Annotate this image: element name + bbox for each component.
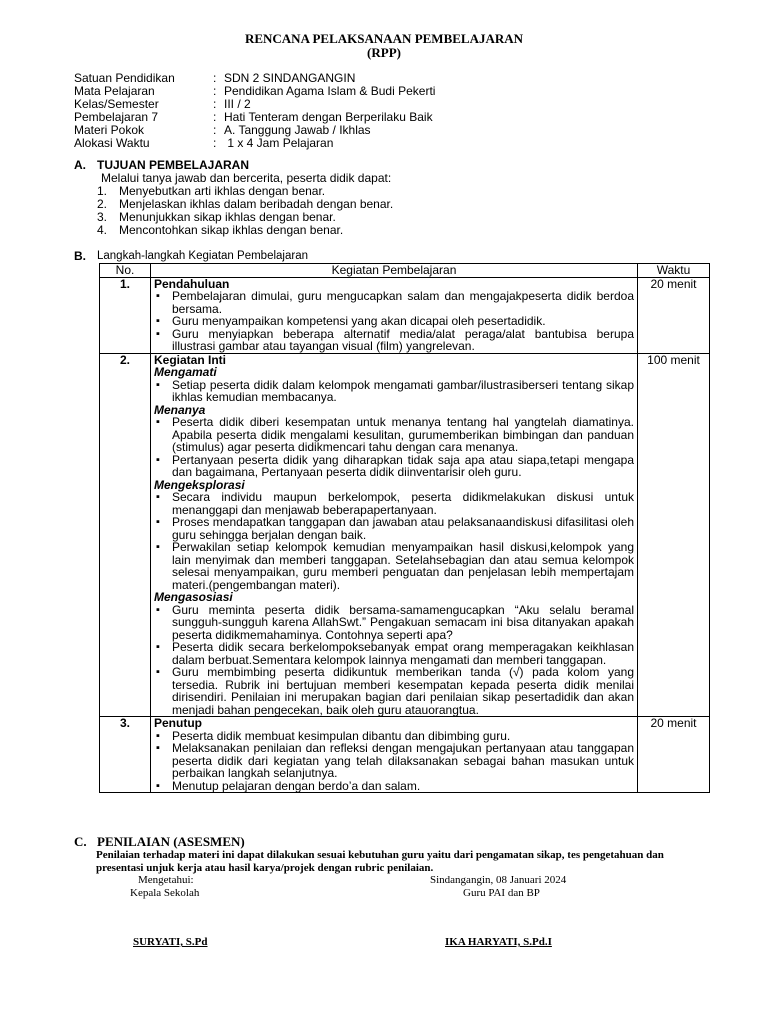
subphase-title: Mengasosiasi: [154, 590, 233, 604]
identity-value: Hati Tenteram dengan Berperilaku Baik: [224, 110, 433, 124]
section-a-intro: Melalui tanya jawab dan bercerita, peserta didik dapat:: [101, 171, 392, 185]
acknowledged-label: Mengetahui:: [138, 874, 194, 886]
colon: :: [213, 110, 217, 124]
phase-title: Penutup: [154, 716, 202, 730]
activity-list: [154, 604, 634, 717]
identity-label: Mata Pelajaran: [74, 84, 155, 98]
section-b-heading: Langkah-langkah Kegiatan Pembelajaran: [97, 250, 308, 262]
list-item: ▪ Peserta didik diberi kesempatan untuk menanya tentang hal yangtelah diamatinya. Apabila peserta didik mengalami kesulitan, gurumemberikan bimbingan dan panduan (stimulus) agar peserta didikmencari tahu dengan cara menanya.: [154, 416, 634, 454]
activities-table: [99, 263, 710, 793]
list-item: ▪ Guru menyiapkan beberapa alternatif media/alat peraga/alat bantubisa berupa illustrasi gambar atau tayangan visual (film) yangrelevan.: [154, 328, 634, 353]
identity-row: [74, 137, 333, 150]
list-item: ▪ Pembelajaran dimulai, guru mengucapkan salam dan mengajakpeserta didik berdoa bersama.: [154, 290, 634, 315]
document-title: RENCANA PELAKSANAAN PEMBELAJARAN: [244, 31, 524, 46]
teacher-name: IKA HARYATI, S.Pd.I: [445, 936, 552, 948]
identity-label: Pembelajaran 7: [74, 110, 159, 124]
list-item: ▪ Secara individu maupun berkelompok, peserta didikmelakukan diskusi untuk menanggapi dan menjawab beberapapertanyaan.: [154, 491, 634, 516]
list-item: ▪ Pertanyaan peserta didik yang diharapkan tidak saja apa atau siapa,tetapi mengapa dan bagaimana, Pertanyaan peserta didik diinventarisir oleh guru.: [154, 454, 634, 479]
table-row: [100, 717, 710, 793]
item-text: Menunjukkan sikap ikhlas dengan benar.: [119, 210, 336, 224]
colon: :: [213, 97, 217, 111]
item-text: Menjelaskan ikhlas dalam beribadah dengan benar.: [119, 197, 394, 211]
row-activity: [151, 717, 638, 793]
list-item: ▪ Peserta didik secara berkelompoksebanyak empat orang memperagakan keikhlasan dalam berbuat.Sementara kelompok lainnya mengamati dan memberi tanggapan.: [154, 641, 634, 666]
list-item: [97, 224, 393, 237]
colon: :: [213, 71, 217, 85]
list-item: ▪ Guru menyampaikan kompetensi yang akan dicapai oleh pesertadidik.: [154, 315, 634, 328]
list-item: ▪ Melaksanakan penilaian dan refleksi dengan mengajukan pertanyaan atau tanggapan peserta didik dari kegiatan yang telah dilaksanakan sebagai bahan masukan untuk perbaikan langkah selanjutnya.: [154, 742, 634, 780]
colon: :: [213, 136, 217, 150]
list-item: ▪ Proses mendapatkan tanggapan dan jawaban atau pelaksanaandiskusi difasilitasi oleh guru sehingga berjalan dengan baik.: [154, 516, 634, 541]
identity-value: SDN 2 SINDANGANGIN: [224, 71, 356, 85]
activity-list: [154, 730, 634, 793]
identity-value: Pendidikan Agama Islam & Budi Pekerti: [224, 84, 436, 98]
principal-name: SURYATI, S.Pd: [133, 936, 208, 948]
subphase-title: Menanya: [154, 402, 206, 417]
list-item: ▪ Perwakilan setiap kelompok kemudian menyampaikan hasil diskusi,kelompok yang lain menyimak dan memberi tanggapan. Setelahsebagian dan atau semua kelompok selesai menyampaikan, guru memberi penguatan dan penjelasan lebih mempertajam materi.(pengembangan materi).: [154, 541, 634, 591]
item-number: 2.: [97, 197, 108, 211]
table-row: [100, 353, 710, 717]
identity-label: Materi Pokok: [74, 123, 145, 137]
phase-title: Pendahuluan: [154, 276, 230, 291]
table-row: [100, 277, 710, 353]
identity-label: Alokasi Waktu: [74, 136, 150, 150]
activity-list: [154, 416, 634, 479]
colon: :: [213, 84, 217, 98]
activity-list: [154, 290, 634, 353]
subphase-title: Mengamati: [154, 365, 217, 379]
activity-list: [154, 491, 634, 591]
phase-title: Kegiatan Inti: [154, 352, 227, 367]
identity-value: A. Tanggung Jawab / Ikhlas: [224, 123, 371, 137]
header-time: Waktu: [638, 264, 710, 278]
row-time: 20 menit: [638, 277, 710, 353]
row-activity: [151, 353, 638, 717]
row-number: 2.: [100, 353, 151, 717]
table-header-row: [100, 264, 710, 278]
header-no: No.: [100, 264, 151, 278]
item-number: 1.: [97, 184, 108, 198]
item-number: 4.: [97, 223, 108, 237]
list-item: ▪ Peserta didik membuat kesimpulan dibantu dan dibimbing guru.: [154, 730, 634, 743]
assessment-text: Penilaian terhadap materi ini dapat dilakukan sesuai kebutuhan guru yaitu dari pengamatan sikap, tes pengetahuan dan presentasi unjuk kerja atau hasil karya/projek dengan rubric penilaian.: [96, 849, 664, 874]
identity-value: III / 2: [224, 97, 251, 111]
identity-label: Kelas/Semester: [74, 97, 159, 111]
section-c-heading: PENILAIAN (ASESMEN): [97, 834, 245, 849]
item-text: Menyebutkan arti ikhlas dengan benar.: [119, 184, 326, 198]
colon: :: [213, 123, 217, 137]
place-date: Sindangangin, 08 Januari 2024: [430, 874, 567, 886]
row-time: 20 menit: [638, 717, 710, 793]
section-a-letter: A.: [74, 158, 86, 172]
document-subtitle: (RPP): [367, 45, 401, 60]
list-item: ▪ Setiap peserta didik dalam kelompok mengamati gambar/ilustrasiberseri tentang sikap ikhlas kemudian membacanya.: [154, 379, 634, 404]
principal-title: Kepala Sekolah: [130, 887, 200, 899]
item-text: Mencontohkan sikap ikhlas dengan benar.: [119, 223, 344, 237]
subphase-title: Mengeksplorasi: [154, 477, 245, 492]
section-b-letter: B.: [74, 249, 86, 263]
row-number: 3.: [100, 717, 151, 793]
activity-list: [154, 379, 634, 404]
teacher-title: Guru PAI dan BP: [463, 887, 540, 899]
list-item: ▪ Menutup pelajaran dengan berdo’a dan salam.: [154, 780, 634, 793]
section-a-heading: TUJUAN PEMBELAJARAN: [97, 158, 250, 172]
list-item: ▪ Guru membimbing peserta didikuntuk memberikan tanda (√) pada kolom yang tersedia. Rubrik ini bertujuan memberi kesempatan kepada peserta didik menilai dirisendiri. Penilaian ini merupakan bagian dari penilaian sikap pesertadidik dan akan menjadi bahan pengecekan, baik oleh guru atauorangtua.: [154, 666, 634, 716]
identity-value: 1 x 4 Jam Pelajaran: [224, 136, 334, 150]
item-number: 3.: [97, 210, 108, 224]
list-item: ▪ Guru meminta peserta didik bersama-samamengucapkan “Aku selalu beramal sungguh-sungguh karena AllahSwt.” Pengakuan semacam ini bisa ditanyakan apakah peserta didikmemahaminya. Contohnya seperti apa?: [154, 604, 634, 642]
row-activity: [151, 277, 638, 353]
row-number: 1.: [100, 277, 151, 353]
section-c-letter: C.: [74, 834, 87, 849]
row-time: 100 menit: [638, 353, 710, 717]
header-activity: Kegiatan Pembelajaran: [151, 264, 638, 278]
identity-label: Satuan Pendidikan: [74, 71, 175, 85]
objectives-list: [97, 185, 393, 237]
